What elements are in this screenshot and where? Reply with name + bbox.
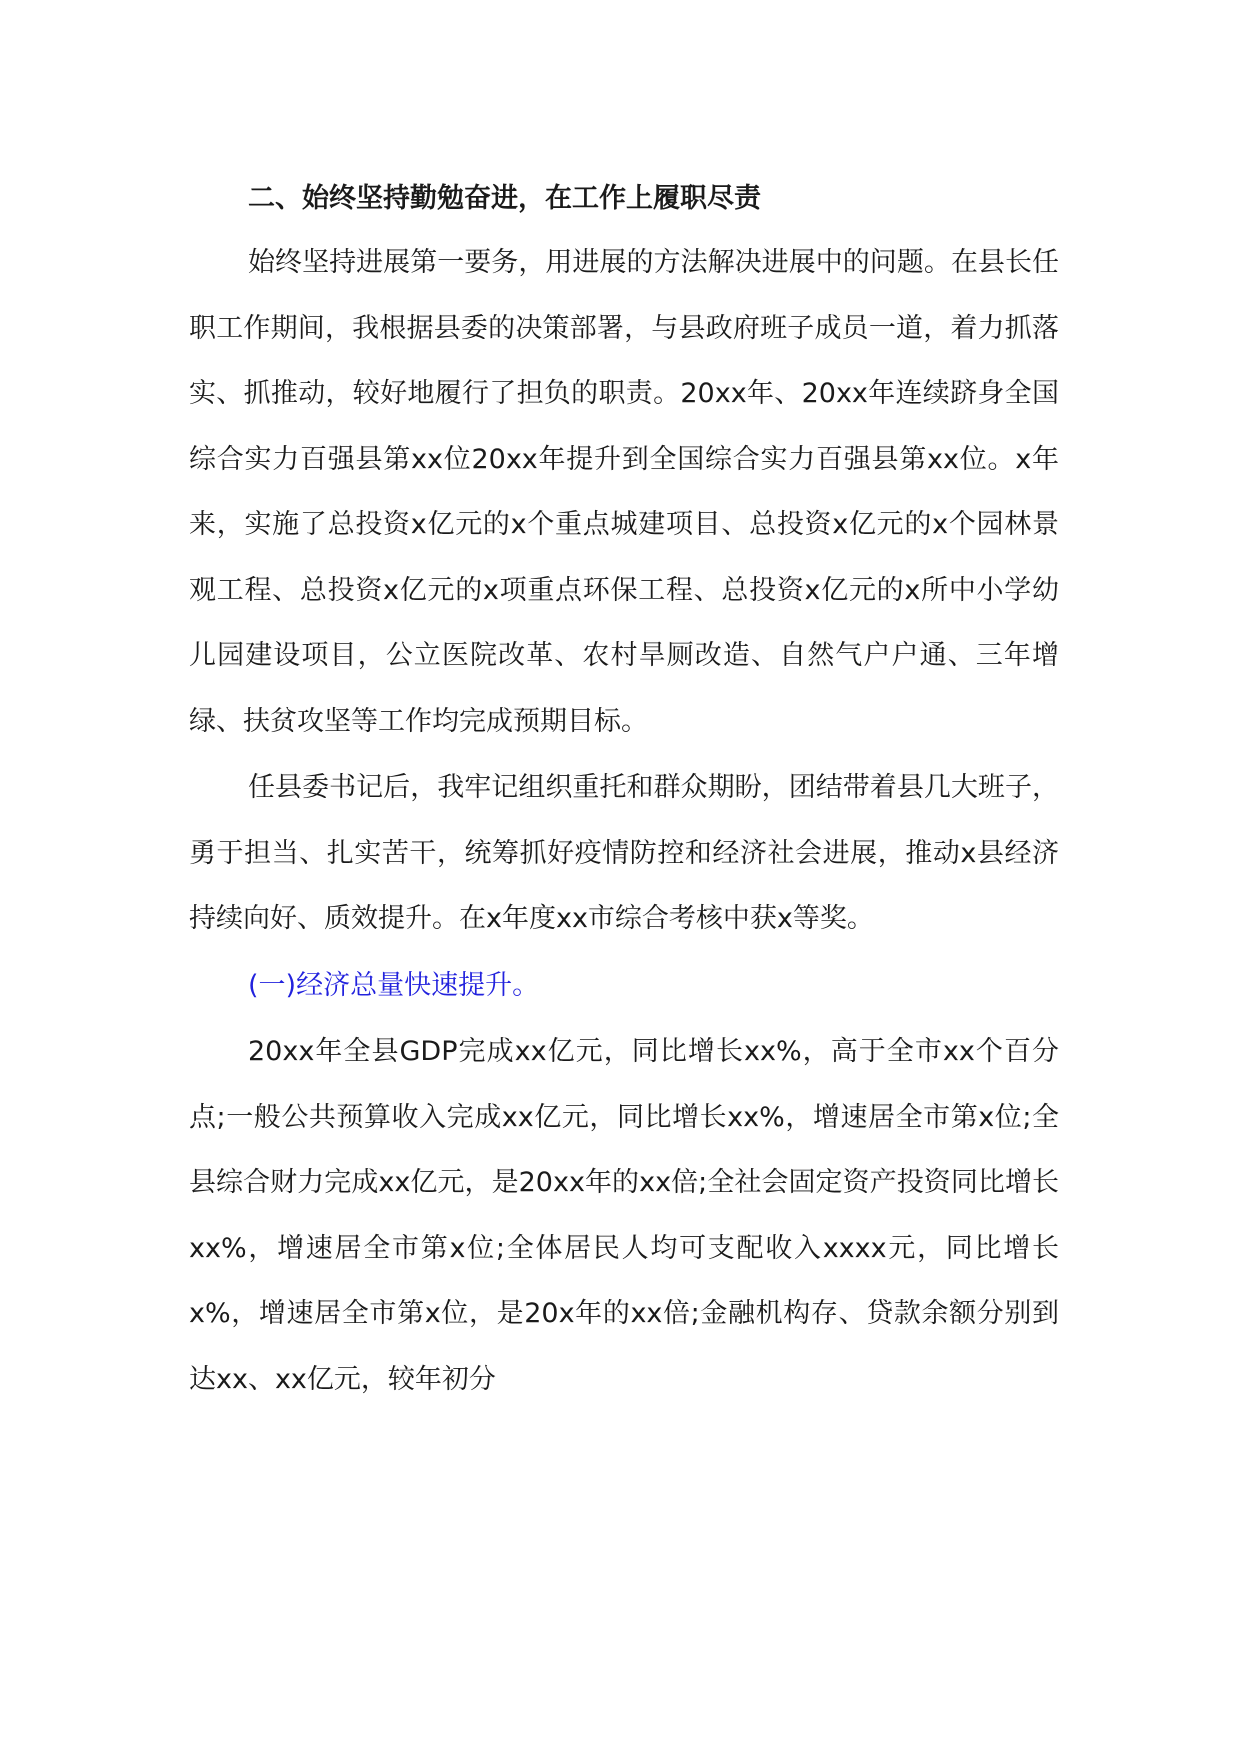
document-body <box>189 168 1059 1412</box>
paragraph: 任县委书记后，我牢记组织重托和群众期盼，团结带着县几大班子，勇于担当、扎实苦干，统筹抓好疫情防控和经济社会进展，推动x县经济持续向好、质效提升。在x年度xx市综合考核中获x等奖。 <box>189 772 1059 934</box>
paragraph: 始终坚持进展第一要务，用进展的方法解决进展中的问题。在县长任职工作期间，我根据县委的决策部署，与县政府班子成员一道，着力抓落实、抓推动，较好地履行了担负的职责。20xx年、20xx年连续跻身全国综合实力百强县第xx位20xx年提升到全国综合实力百强县第xx位。x年来，实施了总投资x亿元的x个重点城建项目、总投资x亿元的x个园林景观工程、总投资x亿元的x项重点环保工程、总投资x亿元的x所中小学幼儿园建设项目，公立医院改革、农村旱厕改造、自然气户户通、三年增绿、扶贫攻坚等工作均完成预期目标。 <box>189 247 1059 737</box>
subheading: (一)经济总量快速提升。 <box>248 969 540 1001</box>
section-heading: 二、始终坚持勤勉奋进，在工作上履职尽责 <box>248 183 761 214</box>
paragraph: 20xx年全县GDP完成xx亿元，同比增长xx%，高于全市xx个百分点;一般公共预算收入完成xx亿元，同比增长xx%，增速居全市第x位;全县综合财力完成xx亿元，是20xx年的xx倍;全社会固定资产投资同比增长xx%，增速居全市第x位;全体居民人均可支配收入xxxx元，同比增长x%，增速居全市第x位，是20x年的xx倍;金融机构存、贷款余额分别到达xx、xx亿元，较年初分 <box>189 1036 1059 1395</box>
